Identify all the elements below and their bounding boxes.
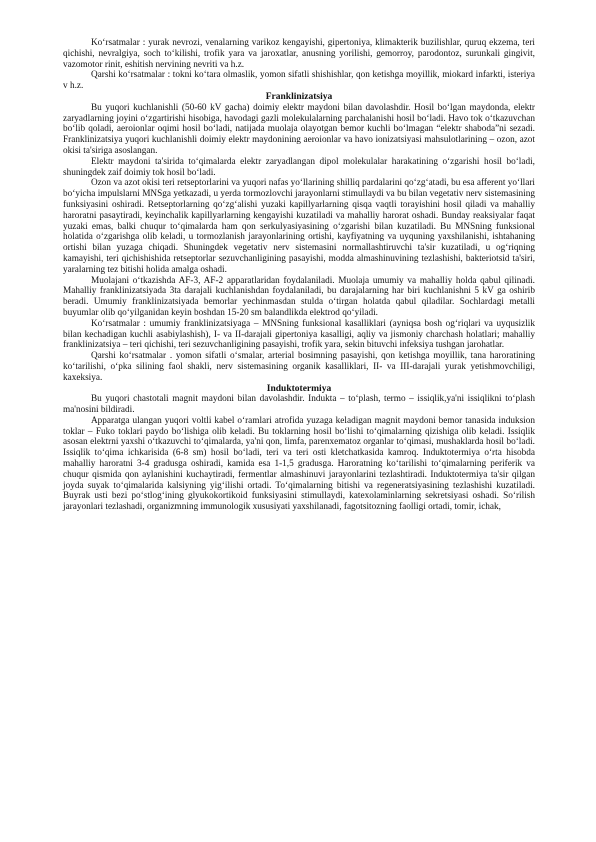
paragraph-contraindications-1: Qarshi ko‘rsatmalar : tokni ko‘tara olmaslik, yomon sifatli shishishlar, qon ketishga moyillik, miokard infarkti, isteriya v h.z. (63, 70, 535, 92)
paragraph-franklin-contraindications: Qarshi ko‘rsatmalar . yomon sifatli o‘smalar, arterial bosimning pasayishi, qon ketishga moyillik, tana haroratining ko‘tarilishi, o‘pka silining faol shakli, nerv sistemasining organik kasalliklari, II- va III-darajali yurak yetishmovchiligi, kaxeksiya. (63, 351, 535, 383)
paragraph-franklin-effects: Ozon va azot okisi teri retseptorlarini va yuqori nafas yo‘llarining shilliq pardalarini qo‘zg‘atadi, bu esa afferent yo‘llari bo‘yicha impulslarni MNSga yetkazadi, u yerda tormozlovchi jarayonlarni stimullaydi va bu bilan vegetativ nerv sistemasining funksiyasini oshiradi. Retseptorlarning qo‘zg‘alishi yuzaki kapillyarlarning qisqa vaqtli torayishini hosil qiladi va mahalliy haroratni pasaytiradi, keyinchalik kapillyarlarning kengayishi kuzatiladi va mahalliy harorat oshadi. Bunday reaksiyalar faqat yuzaki emas, balki chuqur to‘qimalarda ham qon serkulyasiyasining o‘zgarishi bilan kuzatiladi. Bu MNSning funksional holatida o‘zgarishga olib keladi, u tormozlanish jarayonlarining ortishi, kayfiyatning va uyquning yaxshilanishi, ishtahaning ortishi bilan yuzaga chiqadi. Shuningdek vegetativ nerv sistemasini normallashtiruvchi ta'sir kuzatiladi, u og‘riqning kamayishi, teri qichishishida retseptorlar sezuvchanligining pasayishi, modda almashinuvining tezlashishi, bakteriotsid ta'siri, yaralarning tez bitishi holida amalga oshadi. (63, 178, 535, 275)
paragraph-indications-1: Ko‘rsatmalar : yurak nevrozi, venalarning varikoz kengayishi, gipertoniya, klimakterik buzilishlar, quruq ekzema, teri qichishi, nevralgiya, soch to‘kilishi, trofik yara va jaroxatlar, anusning yorilishi, gemorroy, parodontoz, surunkali gingivit, vazomotor rinit, eshitish nervining nevriti va h.z. (63, 38, 535, 70)
paragraph-franklin-indications: Ko‘rsatmalar : umumiy franklinizatsiyaga – MNSning funksional kasalliklari (ayniqsa bosh og‘riqlari va uyqusizlik bilan kechadigan kuchli asabiylashish), I- va II-darajali gipertoniya kasalligi, aqliy va jismoniy charchash holatlari; mahalliy franklinizatsiya – teri qichishi, teri sezuvchanligining pasayishi, trofik yara, sekin bituvchi infeksiya tushgan jarohatlar. (63, 318, 535, 351)
section-heading-induktotermiya: Induktotermiya (266, 383, 332, 394)
paragraph-induct-mechanism: Apparatga ulangan yuqori voltli kabel o‘ramlari atrofida yuzaga keladigan magnit maydoni bemor tanasida induksion toklar – Fuko toklari paydo bo‘lishiga olib keladi. Bu toklarning hosil bo‘lishi to‘qimalarning qizishiga olib keladi. Issiqlik asosan elektrni yaxshi o‘tkazuvchi to‘qimalarda, ya'ni qon, limfa, parenxematoz organlar to‘qimasi, mushaklarda hosil bo‘ladi. Issiqlik to‘qima ichkarisida (6-8 sm) hosil bo‘ladi, teri va teri osti kletchatkasida kamroq. Induktotermiya o‘rta hisobda mahalliy haroratni 3-4 gradusga oshiradi, kamida esa 1-1,5 gradusga. Haroratning ko‘tarilishi to‘qimalarning periferik va chuqur qismida qon aylanishini kuchaytiradi, fermentlar almashinuvi jarayonlarini tezlashtiradi. Induktotermiya ta'sir qilgan joyda suyak to‘qimalarida kalsiyning yig‘ilishi ortadi. To‘qimalarning bitishi va regeneratsiyasining tezlashishi kuzatiladi. Buyrak usti bezi po‘stlog‘ining glyukokortikoid funksiyasini stimullaydi, katexolaminlarning sekretsiyasi oshadi. So‘rilish jarayonlari tezlashadi, organizmning immunologik xususiyati yaxshilanadi, fagotsitozning faolligi ortadi, tomir, ichak, (63, 415, 535, 513)
paragraph-franklin-field: Elektr maydoni ta'sirida to‘qimalarda elektr zaryadlangan dipol molekulalar harakatining o‘zgarishi hosil bo‘ladi, shuningdek zaif doimiy tok hosil bo‘ladi. (63, 156, 535, 178)
paragraph-franklin-procedure: Muolajani o‘tkazishda AF-3, AF-2 apparatlaridan foydalaniladi. Muolaja umumiy va mahalliy holda qabul qilinadi. Mahalliy franklinizatsiyada 3ta darajali kuchlanishdan foydalaniladi, bu darajalarning har biri kuchlanishni 5 kV ga oshirib beradi. Umumiy franklinizatsiyada bemorlar yechinmasdan stulda o‘tirgan holatda qabul qiladilar. Sochlardagi metalli buyumlar olib qo‘yilganidan keyin boshdan 15-20 sm balandlikda elektrod qo‘yiladi. (63, 275, 535, 318)
section-heading-franklinizatsiya: Franklinizatsiya (265, 91, 333, 102)
document-page (63, 38, 535, 513)
paragraph-induct-intro: Bu yuqori chastotali magnit maydoni bilan davolashdir. Indukta – to‘plash, termo – issiqlik,ya'ni issiqlikni to‘plash ma'nosini bildiradi. (63, 394, 535, 416)
paragraph-franklin-intro: Bu yuqori kuchlanishli (50-60 kV gacha) doimiy elektr maydoni bilan davolashdir. Hosil bo‘lgan maydonda, elektr zaryadlarning joyini o‘zgartirishi hisobiga, havodagi gazli molekulalarning parchalanishi hosil bo‘ladi. Havo tok o‘tkazuvchan bo‘lib qoladi, aeroionlar oqimi hosil bo‘ladi, natijada muolaja olayotgan bemor kuchli bo‘lmagan “elektr shaboda”ni sezadi. Franklinizatsiya yuqori kuchlanishli doimiy elektr maydonining aeroionlar va havo ionizatsiyasi mahsulotlarining – ozon, azot okisi ta'siriga asoslangan. (63, 102, 535, 156)
